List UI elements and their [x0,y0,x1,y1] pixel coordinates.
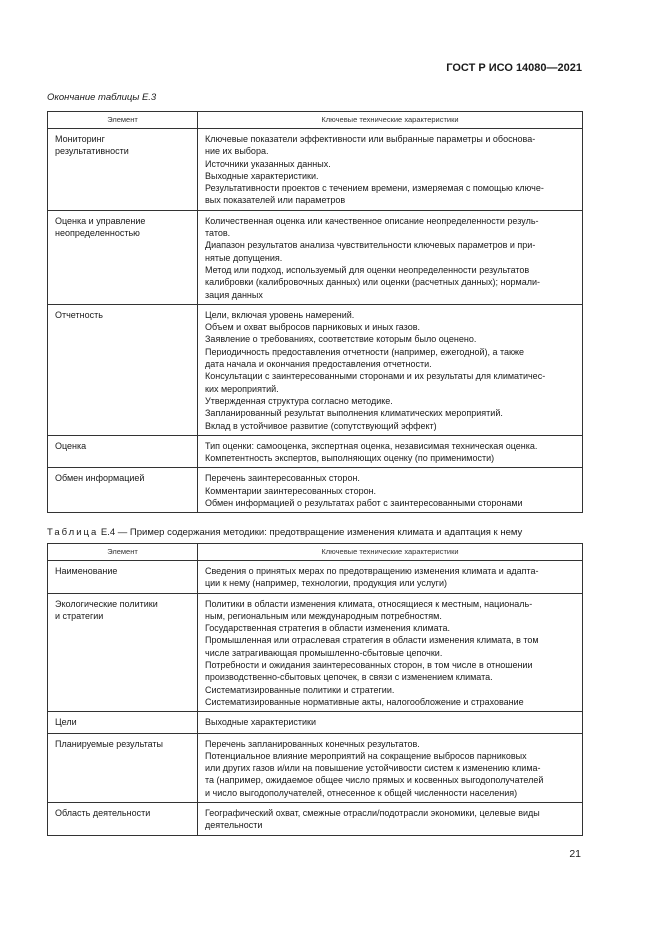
characteristics-cell [198,435,583,468]
characteristic-line: Перечень заинтересованных сторон. [205,473,360,484]
characteristics-cell [198,129,583,211]
column-header-characteristics: Ключевые технические характеристики [198,112,583,129]
column-header-element: Элемент [48,112,198,129]
characteristic-line: Вклад в устойчивое развитие (сопутствующий эффект) [205,420,437,431]
element-name-line: Наименование [55,566,118,576]
characteristic-line: Запланированный результат выполнения климатических мероприятий. [205,408,503,419]
element-cell [48,593,198,712]
characteristic-line: Выходные характеристики [205,717,317,728]
characteristic-line: Тип оценки: самооценка, экспертная оценка, независимая техническая оценка. [205,440,538,451]
table-row [48,712,583,733]
element-name-line: неопределенностью [55,228,140,239]
element-cell [48,561,198,594]
characteristic-line: Цели, включая уровень намерений. [205,309,355,320]
characteristic-line: Метод или подход, используемый для оценки неопределенности результатов [205,264,530,275]
characteristic-line: или других газов и/или на повышение устойчивости систем к изменению клима- [205,763,541,774]
characteristic-line: вых показателей или параметров [205,195,346,206]
characteristic-line: Диапазон результатов анализа чувствительности ключевых параметров и при- [205,240,536,251]
characteristic-line: Государственная стратегия в области изменения климата. [205,623,450,634]
characteristics-cell [198,733,583,802]
characteristics-cell [198,712,583,733]
table-e4-caption-label: Таблица [47,527,99,538]
characteristics-cell [198,210,583,304]
characteristic-line: Выходные характеристики. [205,170,319,181]
characteristic-line: зация данных [205,289,263,300]
table-header-row [48,544,583,561]
element-cell [48,733,198,802]
element-cell [48,468,198,513]
characteristic-line: та (например, ожидаемое общее число прямых и косвенных выгодополучателей [205,775,544,786]
characteristic-line: Обмен информацией о результатах работ с заинтересованными сторонами [205,498,523,509]
characteristic-line: Комментарии заинтересованных сторон. [205,485,377,496]
characteristic-line: производственно-сбытовых цепочек, в связи с изменением климата. [205,672,493,683]
element-name-line: Обмен информацией [55,473,145,484]
characteristics-cell [198,803,583,836]
characteristic-line: Результативности проектов с течением времени, измеряемая с помощью ключе- [205,183,544,194]
element-name-line: Мониторинг [55,134,105,144]
element-name-line: Область деятельности [55,808,151,819]
table-row [48,803,583,836]
element-cell [48,803,198,836]
characteristics-cell [198,468,583,513]
characteristic-line: нятые допущения. [205,252,283,263]
table-e3-caption: Окончание таблицы Е.3 [47,92,157,103]
table-row [48,129,583,211]
characteristic-line: дата начала и окончания предоставления отчетности. [205,359,432,370]
table-row [48,304,583,435]
element-cell [48,712,198,733]
characteristics-cell [198,561,583,594]
characteristic-line: Периодичность предоставления отчетности (например, ежегодной), а также [205,346,524,357]
characteristic-line: Ключевые показатели эффективности или выбранные параметры и обоснова- [205,134,536,144]
characteristic-line: калибровки (калибровочных данных) или оценки (расчетных данных); нормали- [205,277,540,288]
table-e4 [47,543,583,836]
characteristic-line: Компетентность экспертов, выполняющих оценку (по применимости) [205,453,495,464]
page-number: 21 [569,848,581,860]
characteristic-line: Объем и охват выбросов парниковых и иных газов. [205,322,420,333]
characteristics-cell [198,304,583,435]
table-header-row [48,112,583,129]
document-header: ГОСТ Р ИСО 14080—2021 [446,62,582,74]
characteristic-line: Географический охват, смежные отрасли/подотрасли экономики, целевые виды [205,808,540,819]
characteristic-line: Сведения о принятых мерах по предотвращению изменения климата и адапта- [205,566,539,576]
table-row [48,593,583,712]
table-row [48,561,583,594]
table-e3 [47,111,583,513]
characteristics-cell [198,593,583,712]
characteristic-line: Потенциальное влияние мероприятий на сокращение выбросов парниковых [205,750,527,761]
table-e4-caption [47,527,522,538]
characteristic-line: ние их выбора. [205,146,269,157]
table-row [48,468,583,513]
characteristic-line: деятельности [205,820,263,831]
table-row [48,210,583,304]
characteristic-line: Количественная оценка или качественное описание неопределенности резуль- [205,215,539,226]
element-name-line: Цели [55,717,77,728]
element-cell [48,304,198,435]
element-name-line: Оценка и управление [55,215,146,226]
column-header-characteristics: Ключевые технические характеристики [198,544,583,561]
characteristic-line: Заявление о требованиях, соответствие которым было оценено. [205,334,477,345]
element-cell [48,435,198,468]
characteristic-line: числе затрагивающая промышленно-сбытовые цепочки. [205,647,443,658]
characteristic-line: Политики в области изменения климата, относящиеся к местным, националь- [205,598,533,609]
element-name-line: Планируемые результаты [55,738,163,749]
characteristic-line: Источники указанных данных. [205,158,331,169]
characteristic-line: ным, региональным или международным потребностям. [205,610,442,621]
element-cell [48,210,198,304]
characteristic-line: ции к нему (например, технологии, продукция или услуги) [205,578,447,589]
table-row [48,733,583,802]
table-e4-caption-text: Е.4 — Пример содержания методики: предотвращение изменения климата и адаптация к нему [98,527,523,538]
characteristic-line: и число выгодополучателей, отнесенное к общей численности населения) [205,787,518,798]
element-name-line: Экологические политики [55,598,158,609]
element-name-line: Оценка [55,440,87,451]
element-cell [48,129,198,211]
element-name-line: Отчетность [55,309,103,320]
characteristic-line: Консультации с заинтересованными сторонами и их результаты для климатичес- [205,371,546,382]
characteristic-line: Систематизированные нормативные акты, налогообложение и страхование [205,696,524,707]
element-name-line: и стратегии [55,610,104,621]
table-row [48,435,583,468]
characteristic-line: ких мероприятий. [205,383,279,394]
characteristic-line: Утвержденная структура согласно методике. [205,395,393,406]
element-name-line: результативности [55,146,129,157]
characteristic-line: татов. [205,228,231,239]
characteristic-line: Систематизированные политики и стратегии. [205,684,395,695]
characteristic-line: Промышленная или отраслевая стратегия в области изменения климата, в том [205,635,539,646]
column-header-element: Элемент [48,544,198,561]
characteristic-line: Перечень запланированных конечных результатов. [205,738,420,749]
characteristic-line: Потребности и ожидания заинтересованных сторон, в том числе в отношении [205,660,533,671]
